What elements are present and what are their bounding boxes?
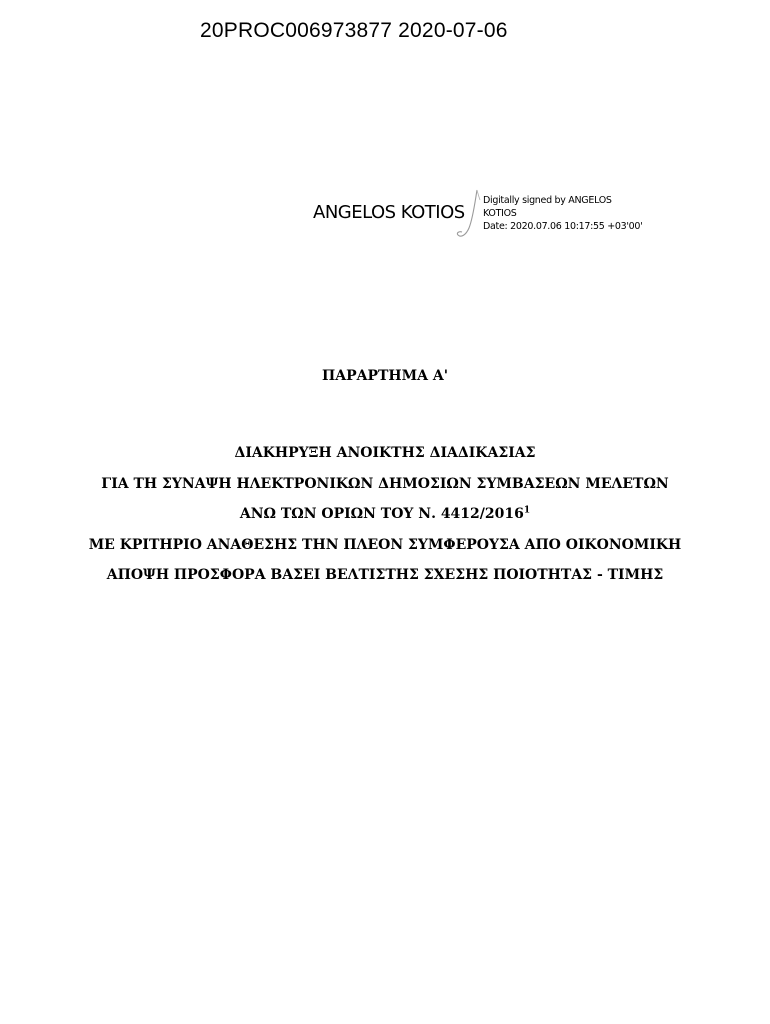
signer-name: ANGELOS KOTIOS <box>313 202 465 223</box>
signature-detail-line: KOTIOS <box>483 208 517 219</box>
signature-detail-line: Digitally signed by ANGELOS <box>483 195 612 206</box>
annex-title: ΠΑΡΑΡΤΗΜΑ Α' <box>321 368 449 384</box>
signature-flourish-icon <box>453 188 483 240</box>
digital-signature-block <box>313 188 673 240</box>
declaration-line: ΔΙΑΚΗΡΥΞΗ ΑΝΟΙΚΤΗΣ ΔΙΑΔΙΚΑΣΙΑΣ <box>234 445 536 461</box>
signature-details <box>483 194 643 233</box>
document-id: 20PROC006973877 2020-07-06 <box>200 19 508 42</box>
declaration-heading <box>0 438 770 591</box>
declaration-line: ΑΠΟΨΗ ΠΡΟΣΦΟΡΑ ΒΑΣΕΙ ΒΕΛΤΙΣΤΗΣ ΣΧΕΣΗΣ ΠΟΙΟΤΗΤΑΣ - ΤΙΜΗΣ <box>106 567 664 583</box>
footnote-reference[interactable]: 1 <box>523 505 531 516</box>
declaration-line <box>0 499 770 530</box>
signature-date: Date: 2020.07.06 10:17:55 +03'00' <box>483 221 643 232</box>
declaration-line-text: ΑΝΩ ΤΩΝ ΟΡΙΩΝ ΤΟΥ Ν. 4412/2016 <box>239 506 524 522</box>
declaration-line: ΓΙΑ ΤΗ ΣΥΝΑΨΗ ΗΛΕΚΤΡΟΝΙΚΩΝ ΔΗΜΟΣΙΩΝ ΣΥΜΒΑΣΕΩΝ ΜΕΛΕΤΩΝ <box>101 475 669 492</box>
declaration-line: ΜΕ ΚΡΙΤΗΡΙΟ ΑΝΑΘΕΣΗΣ ΤΗΝ ΠΛΕΟΝ ΣΥΜΦΕΡΟΥΣΑ ΑΠΟ ΟΙΚΟΝΟΜΙΚΗ <box>88 536 682 553</box>
